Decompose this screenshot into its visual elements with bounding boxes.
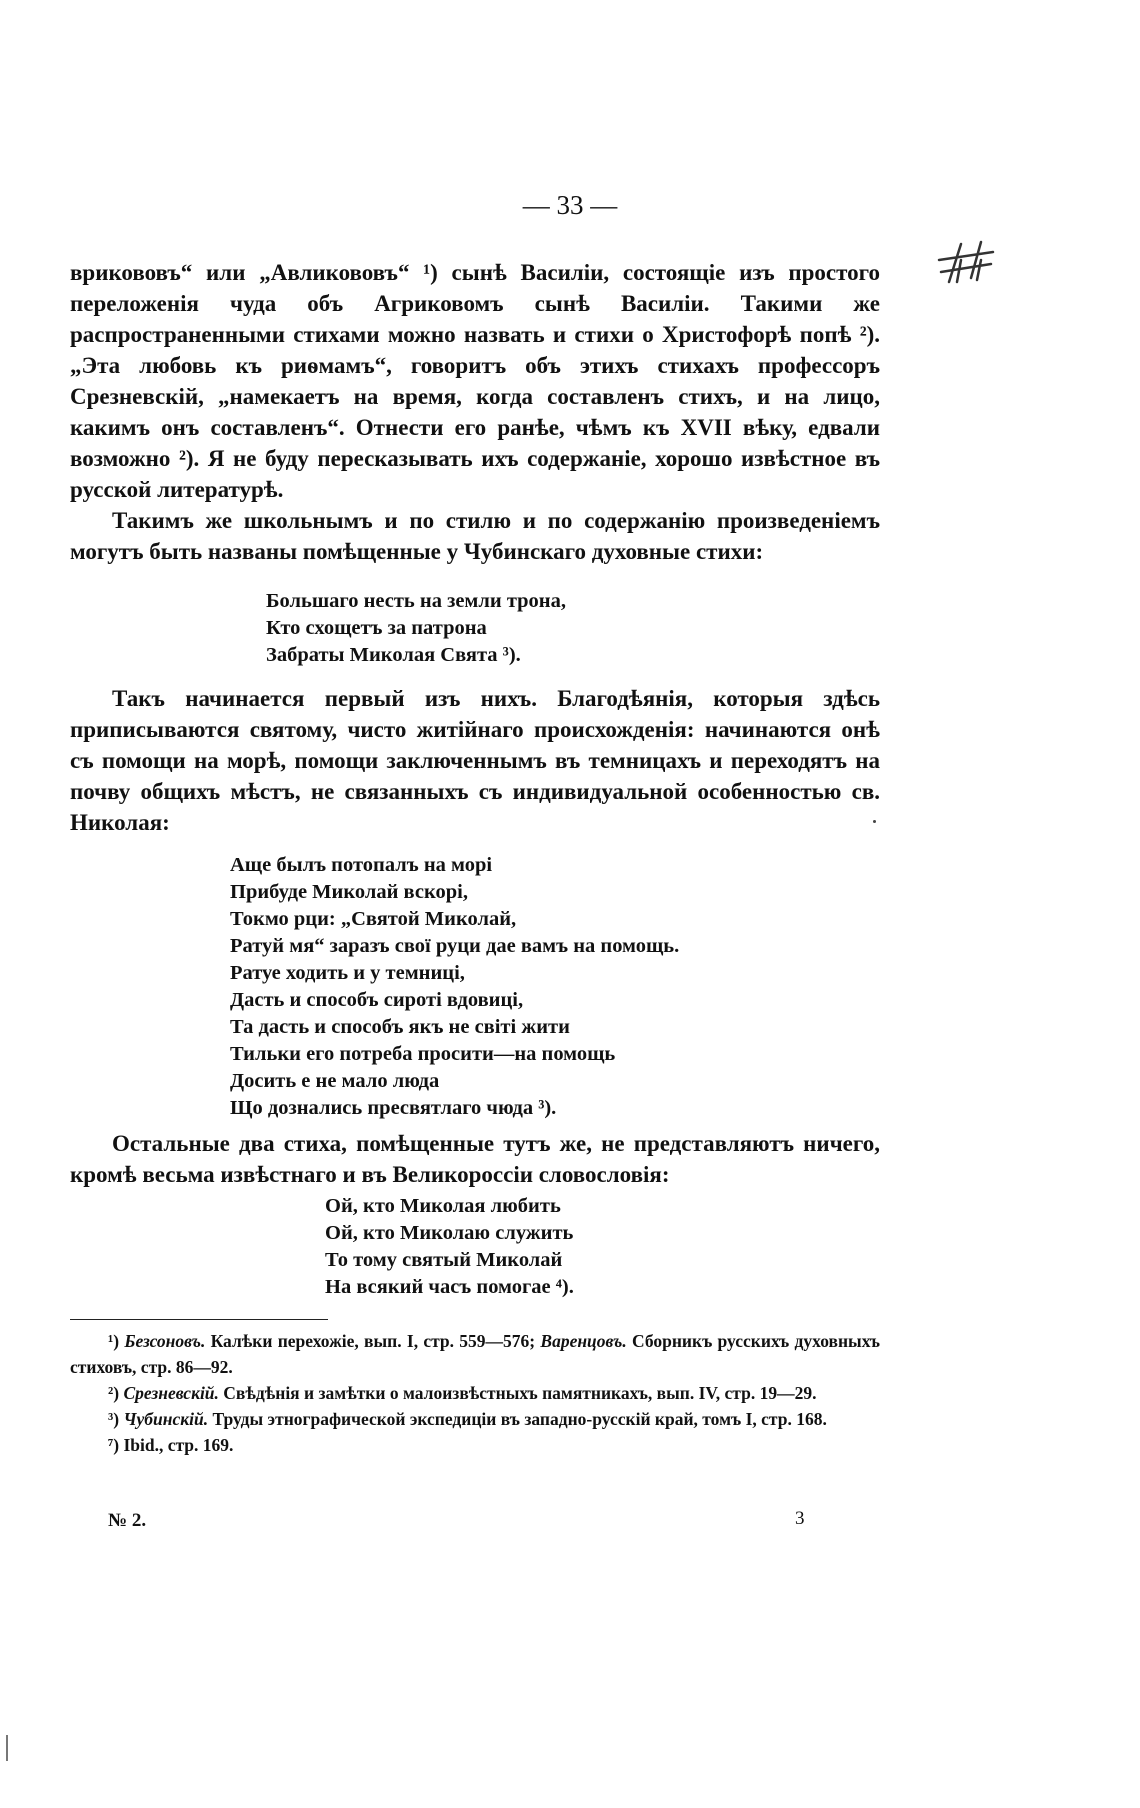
verse-line: Кто схощетъ за патрона xyxy=(266,617,487,639)
main-text-block-2 xyxy=(70,683,880,838)
verse-line: Токмо рци: „Святой Миколай, xyxy=(230,908,517,930)
verse-line: Тильки его потреба просити—на помощь xyxy=(230,1043,616,1065)
verse-line: Ратуе ходить и у темниці, xyxy=(230,962,465,984)
footnote-2: ²) Срезневскій. Свѣдѣнія и замѣтки о малоизвѣстныхъ памятникахъ, вып. IV, стр. 19—29. xyxy=(108,1383,817,1403)
main-text-block-3 xyxy=(70,1128,880,1190)
footnote-3: ³) Чубинскій. Труды этнографической экспедиціи въ западно-русскій край, томъ I, стр. 168. xyxy=(108,1409,827,1429)
verse-block-2 xyxy=(230,852,679,1122)
issue-signature: № 2. xyxy=(108,1510,147,1531)
verse-line: Ратуй мя“ заразъ свої руци дае вамъ на помощь. xyxy=(230,935,680,957)
verse-line: Прибуде Миколай вскорі, xyxy=(230,881,468,903)
paragraph-3: Такъ начинается первый изъ нихъ. Благодѣянія, которыя здѣсь приписываются святому, чисто житійнаго происхожденія: начинаются онѣ съ помощи на морѣ, помощи заключеннымъ въ темницахъ и переходятъ на почву общихъ мѣстъ, не связанныхъ съ индивидуальной особенностью св. Николая: xyxy=(70,686,880,835)
verse-line: Большаго несть на земли трона, xyxy=(266,590,566,612)
verse-line: Забраты Миколая Свята ³). xyxy=(266,644,521,666)
footnote-1: ¹) Безсоновъ. Калѣки перехожіе, вып. I, стр. 559—576; Варенцовъ. Сборникъ русскихъ духовныхъ стиховъ, стр. 86—92. xyxy=(70,1331,880,1377)
sheet-signature: 3 xyxy=(795,1508,805,1529)
verse-line: Аще былъ потопалъ на морі xyxy=(230,854,493,876)
paragraph-2: Такимъ же школьнымъ и по стилю и по содержанію произведеніемъ могутъ быть названы помѣщенные у Чубинскаго духовные стихи: xyxy=(70,508,880,564)
verse-line: Досить е не мало люда xyxy=(230,1070,440,1092)
footnote-4: ⁷) Ibid., стр. 169. xyxy=(108,1435,234,1455)
scan-speck xyxy=(873,820,876,823)
verse-line: Ой, кто Миколая любить xyxy=(325,1195,561,1217)
verse-block-3 xyxy=(325,1193,574,1301)
verse-line: Та дасть и способъ якъ не світі жити xyxy=(230,1016,570,1038)
verse-line: То тому святый Миколай xyxy=(325,1249,563,1271)
footnotes xyxy=(70,1328,880,1458)
page-number: — 33 — xyxy=(522,190,618,220)
handwritten-margin-note xyxy=(935,238,995,298)
verse-line: Що дознались пресвятлаго чюда ³). xyxy=(230,1097,557,1119)
verse-line: Ой, кто Миколаю служить xyxy=(325,1222,574,1244)
main-text-block xyxy=(70,257,880,567)
scan-edge-mark xyxy=(6,1735,8,1761)
footnote-separator xyxy=(70,1319,328,1320)
verse-block-1 xyxy=(266,588,566,669)
paragraph-4: Остальные два стиха, помѣщенные тутъ же, не представляютъ ничего, кромѣ весьма извѣстнаго и въ Великороссіи словословія: xyxy=(70,1131,880,1187)
paragraph-1: врикововъ“ или „Авликововъ“ ¹) сынѣ Василіи, состоящіе изъ простого переложенія чуда объ Агриковомъ сынѣ Василіи. Такими же распространенными стихами можно назвать и стихи о Христофорѣ попѣ ²). „Эта любовь къ риѳмамъ“, говоритъ объ этихъ стихахъ профессоръ Срезневскій, „намекаетъ на время, когда составленъ стихъ, и на лицо, какимъ онъ составленъ“. Отнести его ранѣе, чѣмъ къ XVII вѣку, едвали возможно ²). Я не буду пересказывать ихъ содержаніе, хорошо извѣстное въ русской литературѣ. xyxy=(70,260,880,502)
verse-line: На всякий часъ помогае ⁴). xyxy=(325,1276,574,1298)
verse-line: Дасть и способъ сироті вдовиці, xyxy=(230,989,524,1011)
